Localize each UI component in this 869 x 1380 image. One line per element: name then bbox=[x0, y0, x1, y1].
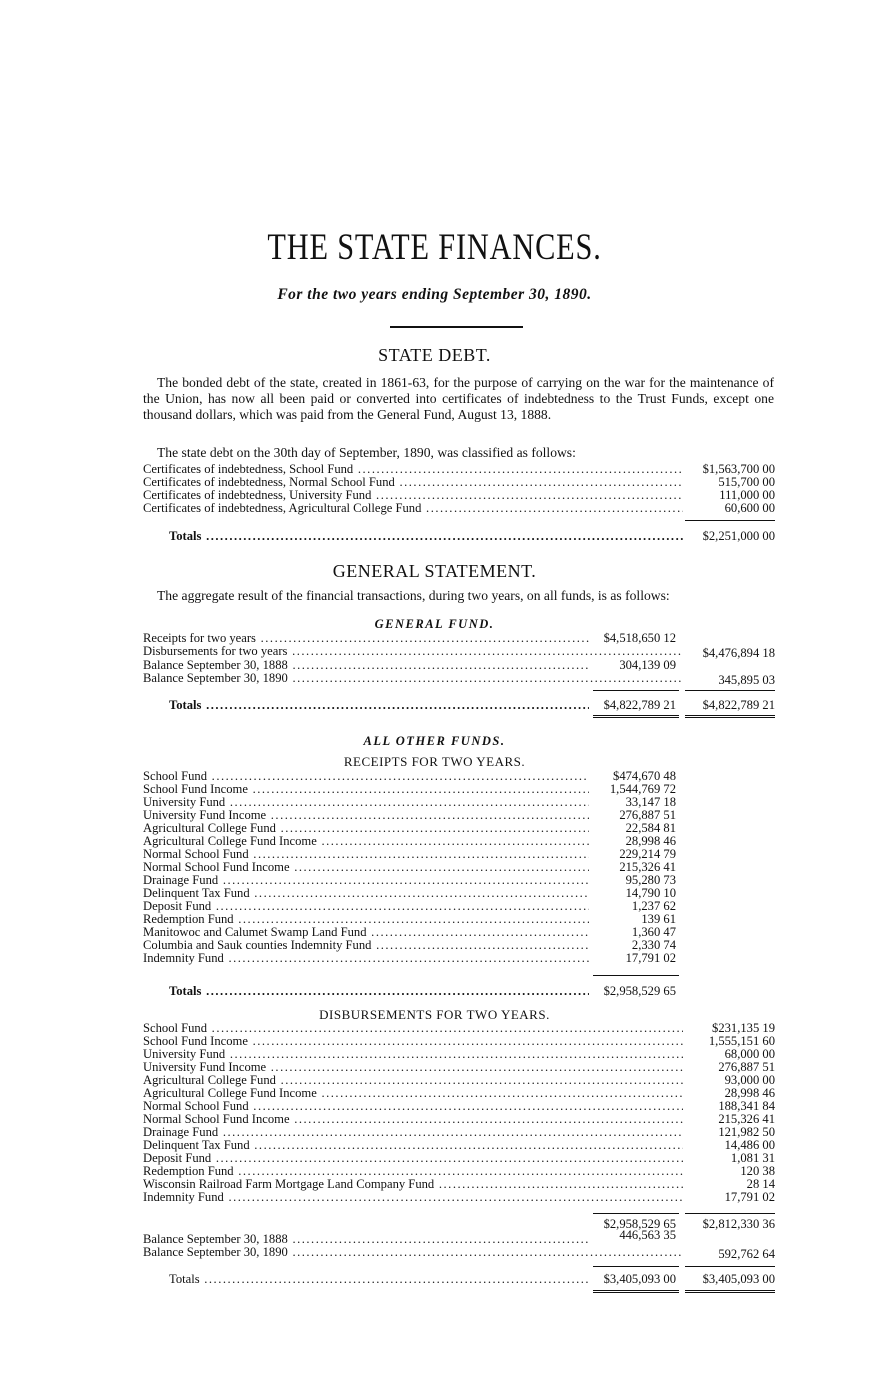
balance-table bbox=[143, 1228, 775, 1261]
row-amount: 28,998 46 bbox=[724, 1086, 775, 1100]
row-label: Redemption Fund ..... bbox=[143, 913, 589, 926]
row-amount: 1,081 31 bbox=[730, 1151, 775, 1165]
table-row bbox=[143, 848, 775, 861]
row-amount: 60,600 00 bbox=[724, 501, 775, 515]
subtotal-col1: $2,958,529 65 bbox=[603, 1217, 676, 1231]
table-row bbox=[143, 1074, 775, 1087]
table-row bbox=[143, 1022, 775, 1035]
page-subtitle: For the two years ending September 30, 1890. bbox=[277, 286, 592, 303]
row-amount: 93,000 00 bbox=[724, 1073, 775, 1087]
table-row bbox=[143, 1100, 775, 1113]
table-row bbox=[143, 874, 775, 887]
row-amount: 229,214 79 bbox=[619, 847, 676, 861]
row-amount: 1,237 62 bbox=[631, 899, 676, 913]
general-fund-double-rule-col1 bbox=[593, 715, 679, 718]
receipts-sum-rule bbox=[593, 975, 679, 976]
general-statement-paragraph: The aggregate result of the financial transactions, during two years, on all funds, is as follows: bbox=[157, 588, 670, 603]
subtotal-col2: $2,812,330 36 bbox=[702, 1217, 775, 1231]
table-row bbox=[143, 1139, 775, 1152]
state-debt-heading: STATE DEBT. bbox=[378, 345, 491, 365]
row-label: Certificates of indebtedness, Agricultural College Fund ..... bbox=[143, 502, 683, 515]
disbursements-table bbox=[143, 1022, 775, 1204]
table-row bbox=[143, 887, 775, 900]
row-label: School Fund Income ..... bbox=[143, 783, 589, 796]
row-label: Disbursements for two years ..... bbox=[143, 645, 683, 658]
general-statement-heading: GENERAL STATEMENT. bbox=[332, 561, 537, 581]
table-row bbox=[143, 1126, 775, 1139]
table-row bbox=[143, 1191, 775, 1204]
row-label: School Fund ..... bbox=[143, 770, 589, 783]
row-amount: 215,326 41 bbox=[718, 1112, 775, 1126]
row-amount-col1: 304,139 09 bbox=[619, 658, 676, 672]
row-label: Agricultural College Fund Income ..... bbox=[143, 835, 589, 848]
row-amount: 28,998 46 bbox=[625, 834, 676, 848]
receipts-totals bbox=[143, 985, 775, 998]
row-label: Agricultural College Fund ..... bbox=[143, 1074, 683, 1087]
row-amount: $231,135 19 bbox=[712, 1021, 775, 1035]
table-row bbox=[143, 861, 775, 874]
table-row bbox=[143, 463, 775, 476]
row-label: Certificates of indebtedness, School Fund ..... bbox=[143, 463, 683, 476]
table-row bbox=[143, 489, 775, 502]
totals-row bbox=[143, 699, 775, 712]
row-amount: 22,584 81 bbox=[625, 821, 676, 835]
row-amount: 2,330 74 bbox=[631, 938, 676, 952]
table-row bbox=[143, 476, 775, 489]
final-sum-rule-col1 bbox=[593, 1266, 679, 1267]
row-amount: 120 38 bbox=[740, 1164, 775, 1178]
row-label: Balance September 30, 1890 ..... bbox=[143, 672, 683, 685]
row-label: Deposit Fund ..... bbox=[143, 900, 589, 913]
row-label: University Fund ..... bbox=[143, 796, 589, 809]
row-label: Balance September 30, 1888 ..... bbox=[143, 1233, 589, 1246]
table-row bbox=[143, 1228, 775, 1246]
totals-label: Totals ..... bbox=[143, 530, 683, 543]
row-label: Agricultural College Fund ..... bbox=[143, 822, 589, 835]
receipts-heading: RECEIPTS FOR TWO YEARS. bbox=[343, 754, 526, 769]
state-debt-paragraph-1: The bonded debt of the state, created in 1861-63, for the purpose of carrying on the war for the maintenance of the Union, has now all been paid or converted into certificates of indebtedness to the Trust Funds, except one thousand dollars, which was paid from the General Fund, August 13, 1888. bbox=[143, 375, 774, 422]
row-amount: 1,544,769 72 bbox=[609, 782, 676, 796]
row-amount: 28 14 bbox=[746, 1177, 775, 1191]
table-row bbox=[143, 502, 775, 515]
row-amount: 139 61 bbox=[641, 912, 676, 926]
table-row bbox=[143, 809, 775, 822]
totals-label: Totals ..... bbox=[143, 985, 589, 998]
table-row bbox=[143, 1152, 775, 1165]
table-row bbox=[143, 770, 775, 783]
table-row bbox=[143, 1061, 775, 1074]
state-debt-paragraph-2: The state debt on the 30th day of September, 1890, was classified as follows: bbox=[157, 445, 576, 460]
row-label: University Fund Income ..... bbox=[143, 809, 589, 822]
general-fund-sum-rule-col1 bbox=[593, 690, 679, 691]
row-amount-col1: 446,563 35 bbox=[619, 1228, 676, 1242]
final-double-rule-col1 bbox=[593, 1290, 679, 1293]
row-amount: 68,000 00 bbox=[724, 1047, 775, 1061]
totals-col1: $4,822,789 21 bbox=[603, 698, 676, 712]
general-fund-table bbox=[143, 632, 775, 686]
table-row bbox=[143, 1087, 775, 1100]
row-amount: 17,791 02 bbox=[625, 951, 676, 965]
table-row bbox=[143, 926, 775, 939]
row-label: Normal School Fund ..... bbox=[143, 1100, 683, 1113]
state-debt-totals bbox=[143, 530, 775, 543]
row-amount: 111,000 00 bbox=[719, 488, 775, 502]
general-fund-totals bbox=[143, 699, 775, 712]
row-label: Drainage Fund ..... bbox=[143, 1126, 683, 1139]
table-row bbox=[143, 1246, 775, 1260]
row-amount-col1: $4,518,650 12 bbox=[603, 631, 676, 645]
row-label: Delinquent Tax Fund ..... bbox=[143, 1139, 683, 1152]
row-label: Manitowoc and Calumet Swamp Land Fund ..... bbox=[143, 926, 589, 939]
row-amount: 215,326 41 bbox=[619, 860, 676, 874]
table-row bbox=[143, 1165, 775, 1178]
table-row bbox=[143, 796, 775, 809]
final-totals bbox=[143, 1273, 775, 1286]
row-amount-col2: $4,476,894 18 bbox=[702, 646, 775, 660]
table-row bbox=[143, 835, 775, 848]
totals-col2: $4,822,789 21 bbox=[702, 698, 775, 712]
row-label: Redemption Fund ..... bbox=[143, 1165, 683, 1178]
row-amount: $1,563,700 00 bbox=[702, 462, 775, 476]
row-label: Balance September 30, 1888 ..... bbox=[143, 659, 589, 672]
receipts-table bbox=[143, 770, 775, 965]
totals-row bbox=[143, 530, 775, 543]
row-label: Indemnity Fund ..... bbox=[143, 952, 589, 965]
row-label: Normal School Fund ..... bbox=[143, 848, 589, 861]
title-divider bbox=[390, 326, 523, 328]
row-label: School Fund Income ..... bbox=[143, 1035, 683, 1048]
totals-col1: $3,405,093 00 bbox=[603, 1272, 676, 1286]
general-fund-sum-rule-col2 bbox=[685, 690, 775, 691]
table-row bbox=[143, 939, 775, 952]
row-amount: $474,670 48 bbox=[613, 769, 676, 783]
table-row bbox=[143, 783, 775, 796]
general-fund-heading: GENERAL FUND. bbox=[374, 617, 495, 631]
row-label: Agricultural College Fund Income ..... bbox=[143, 1087, 683, 1100]
row-label: Certificates of indebtedness, Normal School Fund ..... bbox=[143, 476, 683, 489]
row-label: Wisconsin Railroad Farm Mortgage Land Company Fund ..... bbox=[143, 1178, 683, 1191]
table-row bbox=[143, 822, 775, 835]
general-fund-double-rule-col2 bbox=[685, 715, 775, 718]
state-debt-table bbox=[143, 463, 775, 515]
row-label: Balance September 30, 1890 ..... bbox=[143, 1246, 683, 1259]
totals-label: Totals ..... bbox=[143, 1273, 589, 1286]
final-double-rule-col2 bbox=[685, 1290, 775, 1293]
row-label: Normal School Fund Income ..... bbox=[143, 1113, 683, 1126]
row-amount: 121,982 50 bbox=[718, 1125, 775, 1139]
disbursements-heading: DISBURSEMENTS FOR TWO YEARS. bbox=[319, 1007, 550, 1022]
totals-row bbox=[143, 1273, 775, 1286]
row-amount: 276,887 51 bbox=[619, 808, 676, 822]
table-row bbox=[143, 1178, 775, 1191]
row-label: Receipts for two years ..... bbox=[143, 632, 589, 645]
totals-amount: $2,958,529 65 bbox=[603, 984, 676, 998]
table-row bbox=[143, 913, 775, 926]
subtotal-row bbox=[143, 1218, 775, 1231]
row-amount-col2: 345,895 03 bbox=[718, 673, 775, 687]
row-amount: 95,280 73 bbox=[625, 873, 676, 887]
row-amount: 14,486 00 bbox=[724, 1138, 775, 1152]
row-amount: 515,700 00 bbox=[718, 475, 775, 489]
all-other-funds-heading: ALL OTHER FUNDS. bbox=[363, 734, 506, 748]
totals-row bbox=[143, 985, 775, 998]
row-label: Indemnity Fund ..... bbox=[143, 1191, 683, 1204]
row-amount: 1,360 47 bbox=[631, 925, 676, 939]
row-amount-col2: 592,762 64 bbox=[718, 1247, 775, 1261]
row-label: University Fund Income ..... bbox=[143, 1061, 683, 1074]
table-row bbox=[143, 632, 775, 645]
table-row bbox=[143, 659, 775, 672]
totals-label: Totals ..... bbox=[143, 699, 589, 712]
disbursements-sum-rule-col1 bbox=[593, 1213, 679, 1214]
row-amount: 276,887 51 bbox=[718, 1060, 775, 1074]
table-row bbox=[143, 1035, 775, 1048]
table-row bbox=[143, 1048, 775, 1061]
row-amount: 14,790 10 bbox=[625, 886, 676, 900]
row-label: School Fund ..... bbox=[143, 1022, 683, 1035]
state-debt-sum-rule bbox=[685, 520, 775, 521]
row-label: Delinquent Tax Fund ..... bbox=[143, 887, 589, 900]
row-label: Normal School Fund Income ..... bbox=[143, 861, 589, 874]
row-amount: 1,555,151 60 bbox=[708, 1034, 775, 1048]
totals-amount: $2,251,000 00 bbox=[702, 529, 775, 543]
disbursements-sum-rule-col2 bbox=[685, 1213, 775, 1214]
table-row bbox=[143, 952, 775, 965]
row-label: Drainage Fund ..... bbox=[143, 874, 589, 887]
row-amount: 33,147 18 bbox=[625, 795, 676, 809]
table-row bbox=[143, 1113, 775, 1126]
totals-col2: $3,405,093 00 bbox=[702, 1272, 775, 1286]
disbursements-subtotal bbox=[143, 1218, 775, 1231]
table-row bbox=[143, 672, 775, 686]
table-row bbox=[143, 900, 775, 913]
final-sum-rule-col2 bbox=[685, 1266, 775, 1267]
row-label: Certificates of indebtedness, University Fund ..... bbox=[143, 489, 683, 502]
row-amount: 188,341 84 bbox=[718, 1099, 775, 1113]
row-label: Deposit Fund ..... bbox=[143, 1152, 683, 1165]
row-label: Columbia and Sauk counties Indemnity Fund ..... bbox=[143, 939, 589, 952]
row-label: University Fund ..... bbox=[143, 1048, 683, 1061]
page-title: THE STATE FINANCES. bbox=[267, 227, 602, 268]
row-amount: 17,791 02 bbox=[724, 1190, 775, 1204]
table-row bbox=[143, 645, 775, 659]
